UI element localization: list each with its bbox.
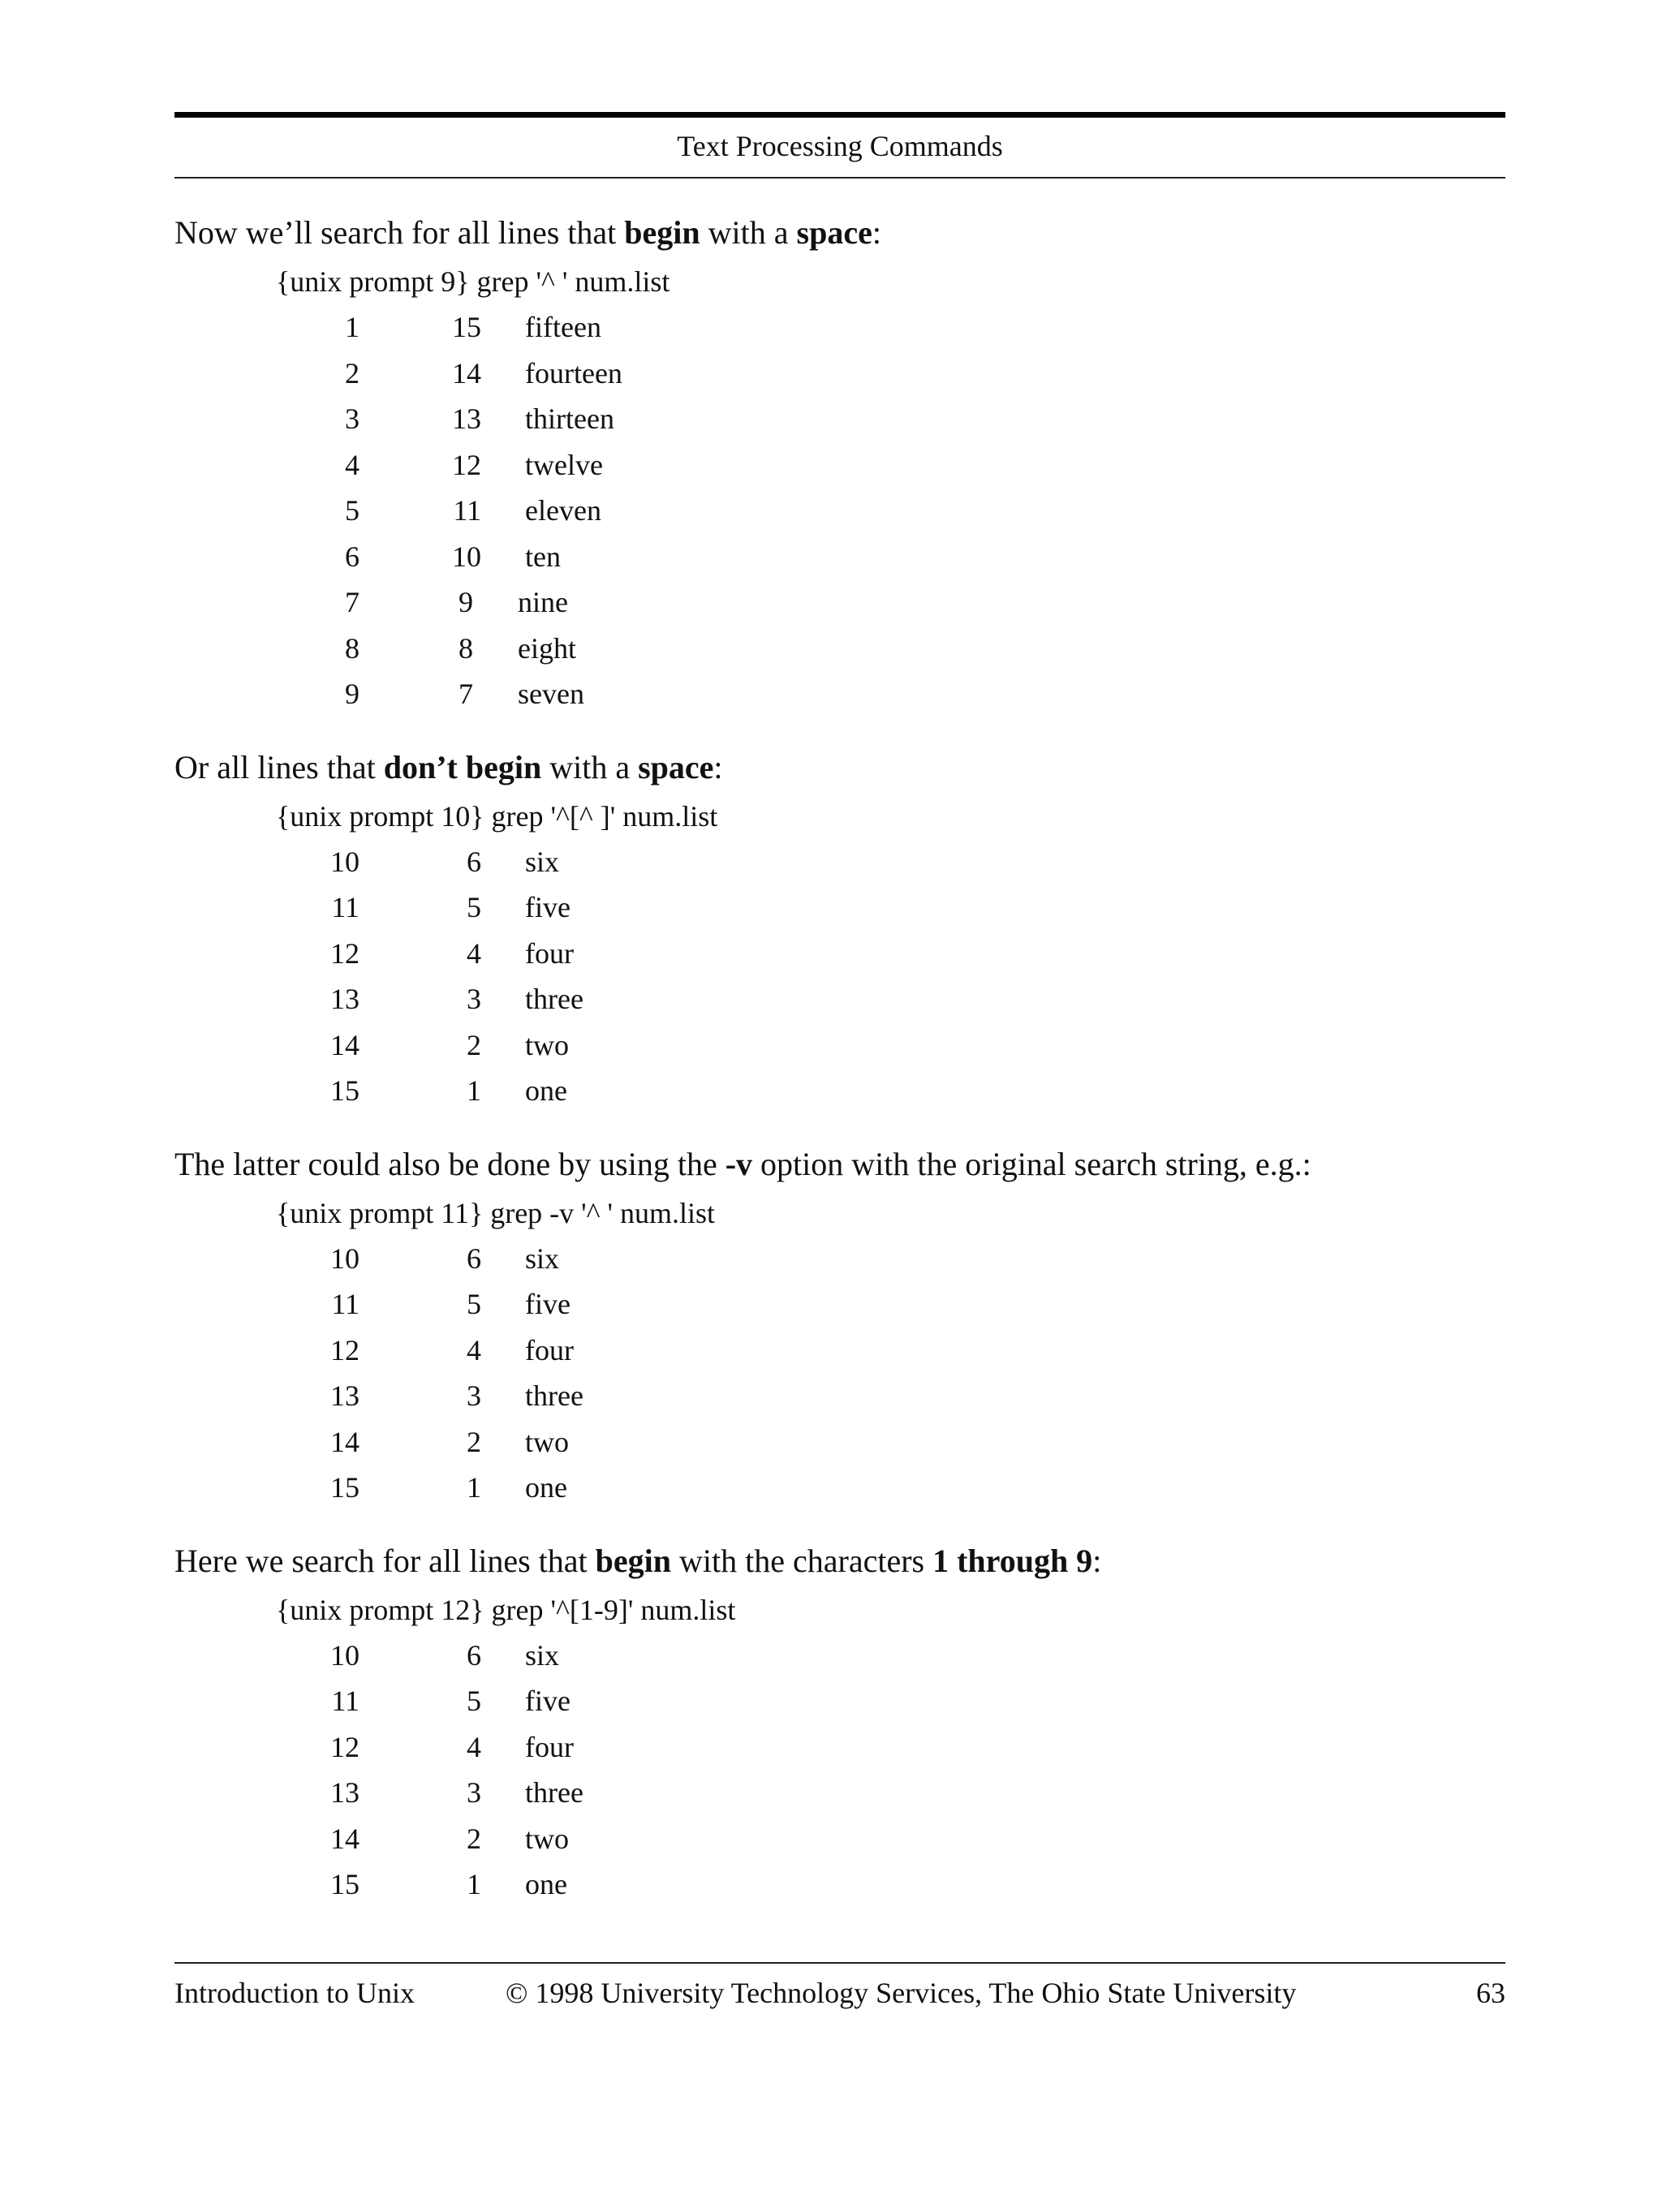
- output-value: 5: [467, 1288, 481, 1320]
- output-row: [174, 304, 1505, 351]
- output-word: six: [525, 845, 560, 878]
- intro-text: with the characters: [671, 1542, 933, 1579]
- running-header-title: Text Processing Commands: [677, 130, 1003, 162]
- output-row: [174, 1022, 1505, 1069]
- command-line: {unix prompt 12} grep '^[1-9]' num.list: [276, 1593, 736, 1626]
- footer-page-number: 63: [1476, 1977, 1505, 2009]
- output-line-number: 14: [330, 1425, 360, 1458]
- output-word: four: [525, 936, 574, 970]
- output-value: 6: [467, 1638, 481, 1672]
- output-row: [174, 626, 1505, 672]
- output-word: two: [525, 1028, 569, 1061]
- output-word: twelve: [525, 448, 603, 481]
- output-line-number: 10: [330, 845, 360, 878]
- header-rule-thick: [174, 112, 1505, 118]
- output-row: [174, 671, 1505, 717]
- output-word: six: [525, 1242, 560, 1275]
- output-row: [174, 1068, 1505, 1114]
- output-line-number: 3: [345, 402, 360, 435]
- output-line-number: 13: [330, 983, 360, 1015]
- output-row: [174, 1724, 1505, 1771]
- output-value: 2: [467, 1822, 481, 1855]
- intro-text: Now we’ll search for all lines that: [174, 214, 625, 251]
- output-value: 1: [467, 1868, 481, 1900]
- output-row: [174, 1678, 1505, 1724]
- section-intro-paragraph: [174, 1535, 1505, 1587]
- output-row: [174, 1770, 1505, 1816]
- example-section: [174, 207, 1505, 717]
- command-line: {unix prompt 9} grep '^ ' num.list: [276, 265, 670, 298]
- intro-text: The latter could also be done by using the: [174, 1145, 726, 1182]
- output-word: thirteen: [525, 402, 614, 435]
- intro-emphasis: 1 through 9: [932, 1542, 1093, 1579]
- output-word: six: [525, 1638, 560, 1672]
- output-word: two: [525, 1822, 569, 1855]
- output-line-number: 15: [330, 1868, 360, 1900]
- section-spacer: [174, 1114, 1505, 1138]
- output-value: 10: [452, 540, 481, 573]
- footer-rule: [174, 1962, 1505, 1964]
- output-line-number: 10: [330, 1242, 360, 1275]
- intro-text: with a: [700, 214, 797, 251]
- output-value: 1: [467, 1471, 481, 1504]
- output-word: four: [525, 1333, 574, 1366]
- output-value: 2: [467, 1028, 481, 1061]
- output-row: [174, 839, 1505, 885]
- output-line-number: 14: [330, 1822, 360, 1855]
- intro-text: with a: [541, 748, 639, 785]
- output-word: nine: [518, 586, 568, 618]
- output-line-number: 4: [345, 448, 360, 481]
- intro-emphasis: space: [796, 214, 872, 251]
- output-word: fourteen: [525, 356, 622, 389]
- output-line-number: 6: [345, 540, 360, 573]
- output-word: one: [525, 1868, 567, 1900]
- output-value: 4: [467, 1730, 481, 1763]
- output-line-number: 9: [345, 678, 360, 710]
- section-intro-paragraph: [174, 207, 1505, 259]
- output-row: [174, 1861, 1505, 1908]
- output-value: 5: [467, 1685, 481, 1717]
- output-row: [174, 1373, 1505, 1419]
- header-rule-thin: [174, 177, 1505, 179]
- output-line-number: 5: [345, 494, 360, 527]
- output-row: [174, 1465, 1505, 1511]
- output-word: three: [525, 1776, 583, 1809]
- output-word: three: [525, 1379, 583, 1412]
- output-value: 3: [467, 1379, 481, 1412]
- output-value: 1: [467, 1074, 481, 1107]
- output-line-number: 15: [330, 1471, 360, 1504]
- output-word: one: [525, 1074, 567, 1107]
- output-value: 8: [459, 631, 473, 665]
- output-value: 9: [459, 586, 473, 618]
- output-row: [174, 396, 1505, 442]
- output-word: five: [525, 891, 571, 923]
- output-word: ten: [525, 540, 561, 573]
- intro-text: :: [713, 748, 723, 785]
- output-value: 2: [467, 1425, 481, 1458]
- footer-book-title: Introduction to Unix: [174, 1977, 415, 2009]
- output-word: five: [525, 1685, 571, 1717]
- output-line-number: 15: [330, 1074, 360, 1107]
- intro-text: :: [872, 214, 881, 251]
- example-section: [174, 1138, 1505, 1511]
- output-value: 6: [467, 845, 481, 878]
- output-value: 4: [467, 936, 481, 970]
- output-word: fifteen: [525, 311, 601, 343]
- example-section: [174, 742, 1505, 1114]
- output-line-number: 1: [345, 311, 360, 343]
- output-row: [174, 1419, 1505, 1465]
- output-row: [174, 579, 1505, 626]
- output-line-number: 10: [330, 1638, 360, 1672]
- output-row: [174, 1633, 1505, 1679]
- output-row: [174, 534, 1505, 580]
- output-line-number: 13: [330, 1776, 360, 1809]
- output-value: 14: [452, 356, 481, 389]
- output-word: four: [525, 1730, 574, 1763]
- output-word: two: [525, 1425, 569, 1458]
- output-word: five: [525, 1288, 571, 1320]
- output-word: eight: [518, 631, 576, 665]
- output-line-number: 11: [331, 1288, 360, 1320]
- intro-text: option with the original search string, e.g.:: [752, 1145, 1311, 1182]
- page-body: [174, 207, 1505, 1908]
- intro-emphasis: begin: [595, 1542, 672, 1579]
- output-line-number: 13: [330, 1379, 360, 1412]
- output-word: three: [525, 983, 583, 1015]
- output-line-number: 11: [331, 1685, 360, 1717]
- output-value: 4: [467, 1333, 481, 1366]
- output-row: [174, 1236, 1505, 1282]
- intro-emphasis: -v: [725, 1145, 753, 1182]
- output-row: [174, 1281, 1505, 1328]
- output-value: 7: [459, 678, 473, 710]
- output-row: [174, 351, 1505, 397]
- output-value: 6: [467, 1242, 481, 1275]
- section-spacer: [174, 1511, 1505, 1535]
- output-value: 12: [452, 448, 481, 481]
- output-line-number: 14: [330, 1028, 360, 1061]
- intro-text: Here we search for all lines that: [174, 1542, 596, 1579]
- output-value: 13: [452, 402, 481, 435]
- output-value: 3: [467, 1776, 481, 1809]
- output-row: [174, 976, 1505, 1022]
- output-value: 3: [467, 983, 481, 1015]
- output-line-number: 12: [330, 936, 360, 970]
- intro-text: Or all lines that: [174, 748, 384, 785]
- output-line-number: 2: [345, 356, 360, 389]
- footer-copyright: © 1998 University Technology Services, The Ohio State University: [506, 1977, 1297, 2009]
- section-intro-paragraph: [174, 742, 1505, 794]
- output-value: 15: [452, 311, 481, 343]
- intro-text: :: [1092, 1542, 1102, 1579]
- output-line-number: 12: [330, 1333, 360, 1366]
- example-section: [174, 1535, 1505, 1908]
- output-row: [174, 1816, 1505, 1862]
- output-line-number: 11: [331, 891, 360, 923]
- command-line: {unix prompt 10} grep '^[^ ]' num.list: [276, 799, 718, 833]
- output-row: [174, 1328, 1505, 1374]
- intro-emphasis: begin: [624, 214, 700, 251]
- output-line-number: 12: [330, 1730, 360, 1763]
- output-row: [174, 488, 1505, 534]
- output-row: [174, 442, 1505, 488]
- output-row: [174, 884, 1505, 931]
- output-value: 5: [467, 891, 481, 923]
- output-line-number: 7: [345, 586, 360, 618]
- intro-emphasis: space: [638, 748, 714, 785]
- command-line: {unix prompt 11} grep -v '^ ' num.list: [276, 1196, 716, 1229]
- output-word: seven: [518, 678, 584, 710]
- section-spacer: [174, 717, 1505, 742]
- output-word: one: [525, 1471, 567, 1504]
- output-value: 11: [453, 494, 481, 527]
- section-intro-paragraph: [174, 1138, 1505, 1190]
- output-line-number: 8: [345, 631, 360, 665]
- intro-emphasis: don’t begin: [383, 748, 542, 785]
- output-word: eleven: [525, 494, 601, 527]
- output-row: [174, 931, 1505, 977]
